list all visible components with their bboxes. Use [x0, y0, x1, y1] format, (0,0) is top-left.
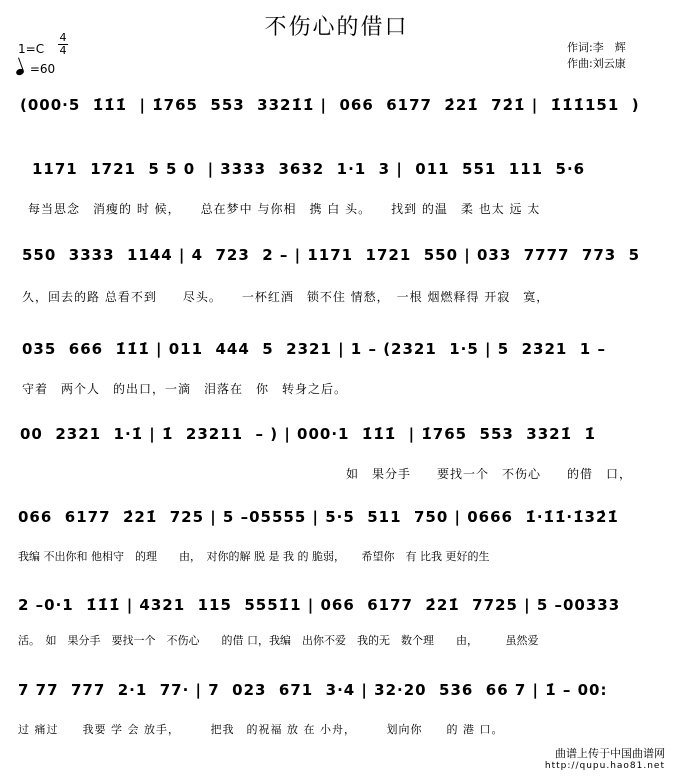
composer: 作曲:刘云康 — [567, 57, 626, 70]
lyrics: 如 果分手 要找一个 不伤心 的借 口， — [346, 467, 633, 481]
notation: 1171 1721 5 5 0 | 3333 3632 1·1 3 | 011 551 111 5·6 — [32, 160, 586, 178]
lyrics: 活。 如 果分手 要找一个 不伤心 的借 口，我编 出你不爱 我的无 数个理 由， 虽然爱 — [18, 634, 539, 647]
notation: (000·5 1̇1̇1̇ | 1̇765 553 3321̇1̇ | 066 6177 2̇21̇ 72̇1̇ | 1̇1̇1̇151 ) — [20, 96, 640, 114]
notation: 7 77 777 2·1 77· | 7 023 671 3·4 | 32·20 536 66 7 | 1̇ – 00: — [18, 681, 608, 699]
time-signature — [58, 32, 68, 57]
watermark-line-2: http://qupu.hao81.net — [544, 761, 665, 771]
song-title: 不伤心的借口 — [264, 15, 409, 40]
quarter-note-icon — [15, 68, 25, 76]
lyrics: 我编 不出你和 他相守 的理 由， 对你的解 脱 是 我 的 脆弱， 希望你 有 比我 更好的生 — [18, 550, 490, 563]
time-signature-top: 4 — [59, 31, 67, 44]
tempo-value: =60 — [29, 62, 56, 76]
lyrics: 每当思念 消瘦的 时 候， 总在梦中 与你相 携 白 头。 找到 的温 柔 也太 远 太 — [28, 202, 541, 216]
watermark — [545, 747, 665, 773]
watermark-line-1: 曲谱上传于中国曲谱网 — [555, 747, 665, 760]
credits — [567, 40, 626, 72]
lyrics: 久，回去的路 总看不到 尽头。 一杯红酒 锁不住 情愁， 一根 烟燃释得 开寂 寞， — [22, 290, 550, 304]
lyrics: 守着 两个人 的出口，一滴 泪落在 你 转身之后。 — [22, 382, 348, 396]
tempo-marking — [16, 62, 55, 76]
time-signature-bottom: 4 — [59, 44, 67, 57]
notation: 00 2321 1·1̇ | 1̇ 23211 – ) | 000·1 1̇1̇1̇ | 1̇765 553 3321̇ 1̇ — [20, 425, 596, 443]
notation: 066 6177 2̇21̇ 725 | 5 –05555 | 5·5 511 750 | 0666 1̇·1̇1̇·1̇32̇1̇ — [18, 508, 619, 526]
notation: 2 –0·1 1̇1̇1̇ | 4321 115 5551̇1 | 066 6177 2̇21̇ 7725 | 5 –00333 — [18, 596, 621, 614]
lyricist: 作词:李 辉 — [567, 41, 626, 54]
lyrics: 过 痛过 我要 学 会 放手， 把我 的祝福 放 在 小舟， 划向你 的 港 口。 — [18, 723, 504, 736]
notation: 550 3333 1144 | 4 723 2 – | 1171 1721 550 | 033 7777 773 5 — [22, 246, 641, 264]
key-signature: 1=C — [18, 42, 45, 56]
notation: 035 666 1̇1̇1̇ | 011 444 5 2321 | 1 – (2321 1·5 | 5 2321 1 – — [22, 340, 606, 358]
